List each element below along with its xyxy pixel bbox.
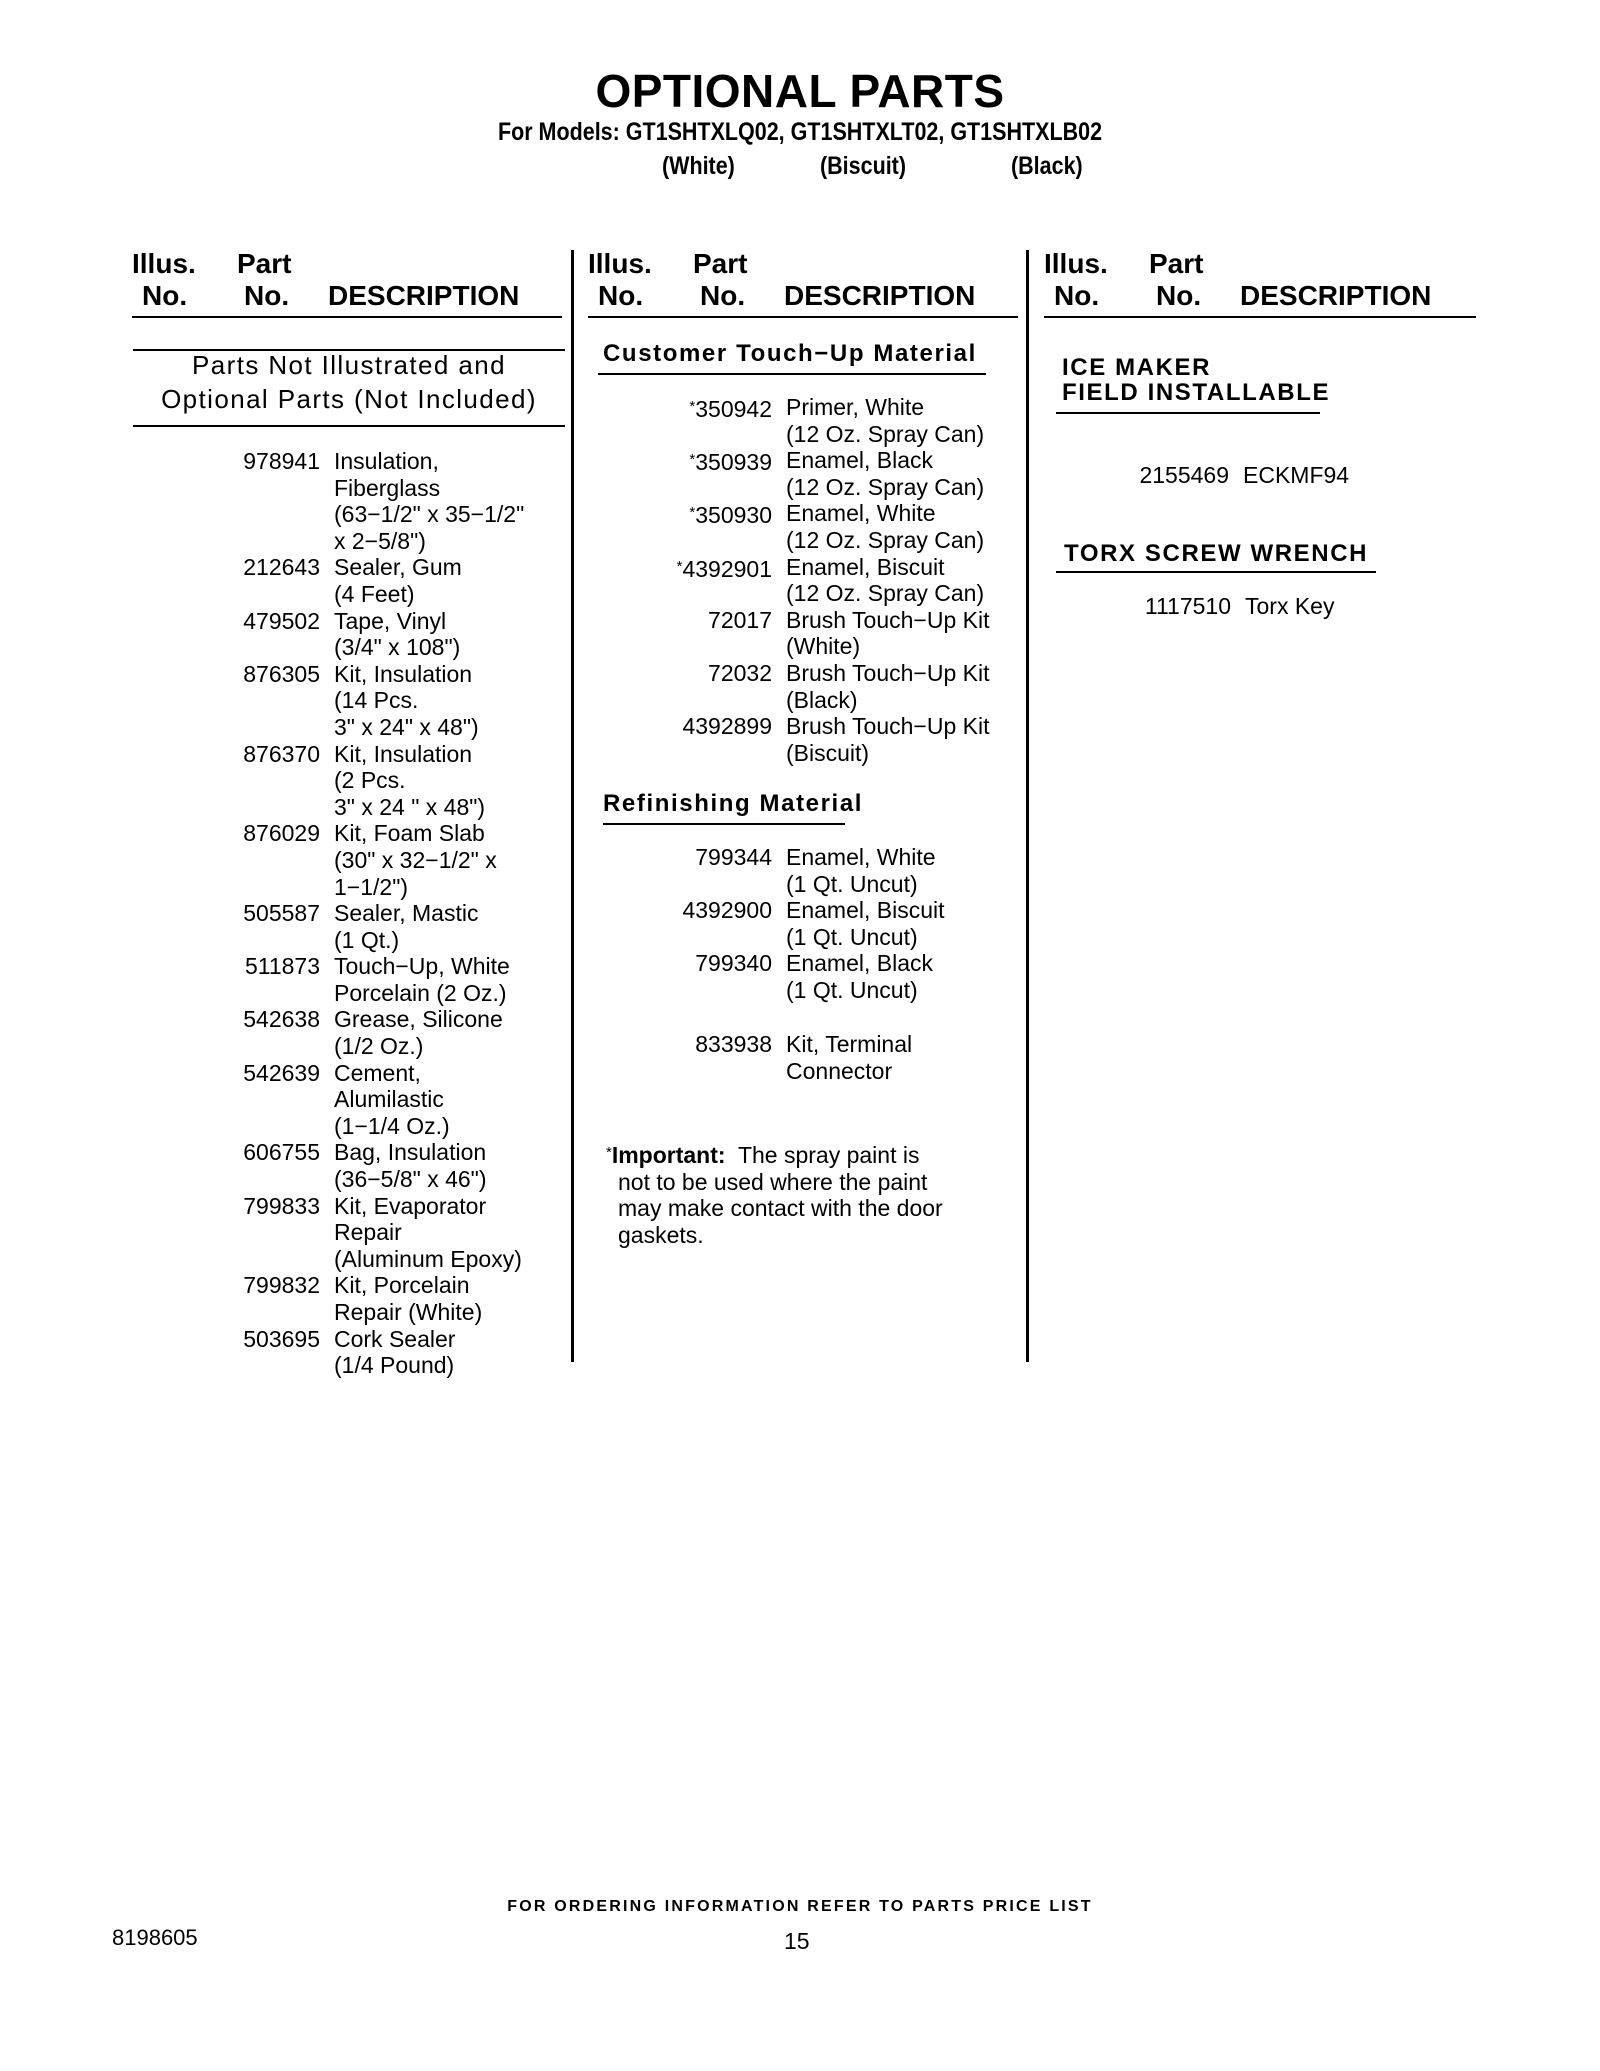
part-description-line: 1−1/2") bbox=[334, 873, 409, 900]
color-black: (Black) bbox=[1011, 152, 1083, 180]
part-number: 4392899 bbox=[682, 713, 772, 740]
part-row bbox=[695, 844, 945, 897]
section-underline bbox=[598, 373, 986, 375]
column-header-1 bbox=[132, 248, 567, 318]
important-note bbox=[606, 1140, 943, 1248]
part-description-line: Enamel, Biscuit bbox=[786, 553, 945, 580]
section-underline bbox=[603, 823, 845, 825]
header-rule bbox=[588, 316, 1018, 318]
part-row bbox=[676, 553, 990, 607]
part-description-line: Brush Touch−Up Kit bbox=[786, 659, 990, 686]
part-description-line: Brush Touch−Up Kit bbox=[786, 713, 990, 740]
page-title: OPTIONAL PARTS bbox=[595, 65, 1005, 117]
color-biscuit: (Biscuit) bbox=[820, 152, 906, 180]
illus-no-label: No. bbox=[598, 280, 644, 311]
section-title-line: ICE MAKER bbox=[1062, 354, 1212, 381]
part-no-label: No. bbox=[1156, 280, 1202, 311]
part-row bbox=[1144, 593, 1335, 620]
part-description-line: Enamel, White bbox=[786, 844, 936, 870]
document-number: 8198605 bbox=[112, 1925, 198, 1950]
part-description-line: Repair bbox=[334, 1219, 402, 1246]
section-title-line: Parts Not Illustrated and bbox=[192, 350, 506, 380]
part-description-line: (Black) bbox=[786, 686, 858, 713]
part-no-label: No. bbox=[700, 280, 746, 311]
part-number: *350942 bbox=[689, 396, 772, 422]
part-description-line: Touch−Up, White bbox=[334, 953, 510, 980]
part-description-line: Fiberglass bbox=[334, 474, 441, 501]
section-title-icemaker bbox=[1062, 355, 1330, 405]
part-description-line: Kit, Terminal bbox=[786, 1031, 913, 1057]
note-line: may make contact with the door bbox=[618, 1195, 943, 1222]
part-row bbox=[243, 1272, 524, 1325]
section-rule-bottom bbox=[133, 425, 565, 427]
part-row bbox=[708, 659, 990, 713]
part-description-line: (1−1/4 Oz.) bbox=[334, 1112, 450, 1139]
header-rule bbox=[1044, 316, 1476, 318]
part-row bbox=[243, 1059, 524, 1140]
part-description-line: Kit, Porcelain bbox=[334, 1272, 470, 1299]
part-description-line: Insulation, bbox=[334, 448, 439, 474]
parts-list-not-illustrated bbox=[243, 448, 525, 1379]
part-description-line: (White) bbox=[786, 633, 861, 660]
part-description-line: Brush Touch−Up Kit bbox=[786, 606, 990, 633]
part-description-line: Cement, bbox=[334, 1059, 421, 1086]
part-row bbox=[243, 900, 524, 953]
section-title-touchup: Customer Touch−Up Material bbox=[603, 340, 977, 367]
part-description-line: (1 Qt. Uncut) bbox=[786, 923, 918, 950]
parts-list-refinishing bbox=[682, 844, 945, 1004]
part-description-line: (1/4 Pound) bbox=[334, 1352, 455, 1379]
part-number: 212643 bbox=[243, 554, 320, 581]
part-number: 72017 bbox=[708, 606, 772, 633]
part-description-line: (1 Qt.) bbox=[334, 926, 400, 953]
part-row bbox=[695, 950, 945, 1003]
illus-no-label: No. bbox=[142, 280, 188, 311]
models-line: For Models: GT1SHTXLQ02, GT1SHTXLT02, GT1SHTXLB02 bbox=[497, 118, 1103, 146]
part-description-line: Kit, Insulation bbox=[334, 740, 473, 767]
section-title-torx: TORX SCREW WRENCH bbox=[1064, 540, 1369, 567]
part-number: 505587 bbox=[243, 900, 320, 927]
part-number: 72032 bbox=[708, 659, 772, 686]
part-description-line: Cork Sealer bbox=[334, 1325, 456, 1352]
part-number: 978941 bbox=[243, 448, 320, 474]
part-description-line: Tape, Vinyl bbox=[334, 607, 447, 634]
note-label: Important: bbox=[611, 1142, 726, 1168]
part-description-line: Grease, Silicone bbox=[334, 1006, 503, 1033]
part-number: 479502 bbox=[243, 607, 320, 634]
part-row bbox=[243, 1325, 524, 1379]
part-number: 542638 bbox=[243, 1006, 320, 1033]
part-number: 1117510 bbox=[1144, 593, 1231, 619]
header-rule bbox=[132, 316, 562, 318]
column-divider bbox=[571, 250, 574, 1362]
part-description-line: (4 Feet) bbox=[334, 580, 415, 607]
part-number: 833938 bbox=[695, 1031, 772, 1057]
part-row bbox=[243, 448, 525, 554]
part-description-line: Alumilastic bbox=[334, 1086, 444, 1113]
part-description-line: 3" x 24 " x 48") bbox=[334, 793, 486, 820]
part-row bbox=[689, 394, 990, 447]
part-description-line: (14 Pcs. bbox=[334, 687, 419, 714]
part-description-line: Kit, Foam Slab bbox=[334, 820, 485, 847]
column-divider bbox=[1026, 250, 1029, 1362]
illus-label: Illus. bbox=[1044, 248, 1108, 279]
illus-no-label: No. bbox=[1054, 280, 1100, 311]
part-row bbox=[689, 447, 990, 500]
parts-list-icemaker bbox=[1139, 462, 1350, 489]
part-number: 2155469 bbox=[1139, 462, 1229, 488]
part-description-line: Bag, Insulation bbox=[334, 1139, 487, 1166]
part-row bbox=[243, 607, 524, 661]
part-description-line: Enamel, Biscuit bbox=[786, 897, 945, 924]
part-description-line: (63−1/2" x 35−1/2" bbox=[334, 501, 525, 528]
section-parts-not-illustrated bbox=[133, 348, 565, 416]
part-number: 606755 bbox=[243, 1139, 320, 1166]
description-label: DESCRIPTION bbox=[1240, 280, 1432, 311]
part-row bbox=[244, 953, 524, 1006]
note-line: not to be used where the paint bbox=[618, 1168, 928, 1195]
part-description-line: (36−5/8" x 46") bbox=[334, 1166, 487, 1193]
part-description-line: (Biscuit) bbox=[786, 739, 870, 766]
part-row bbox=[682, 897, 945, 950]
section-title-refinishing: Refinishing Material bbox=[603, 790, 864, 817]
parts-list-terminal bbox=[695, 1031, 913, 1084]
part-number: 511873 bbox=[244, 953, 320, 980]
color-white: (White) bbox=[662, 152, 735, 180]
part-description-line: Repair (White) bbox=[334, 1299, 483, 1325]
note-line: gaskets. bbox=[618, 1221, 704, 1248]
asterisk-mark: * bbox=[689, 398, 696, 415]
part-description-line: 3" x 24" x 48") bbox=[334, 713, 479, 740]
part-description-line: (30" x 32−1/2" x bbox=[334, 846, 497, 873]
part-row bbox=[243, 554, 524, 607]
part-description-line: Sealer, Gum bbox=[334, 554, 462, 581]
ordering-info: FOR ORDERING INFORMATION REFER TO PARTS PRICE LIST bbox=[507, 1898, 1093, 1915]
part-description-line: (3/4" x 108") bbox=[334, 634, 461, 661]
part-row bbox=[1139, 462, 1350, 489]
part-label: Part bbox=[693, 248, 748, 279]
part-description-line: (1 Qt. Uncut) bbox=[786, 870, 918, 897]
part-description-line: x 2−5/8") bbox=[334, 527, 426, 554]
page-number: 15 bbox=[784, 1928, 810, 1954]
description-label: DESCRIPTION bbox=[784, 280, 976, 311]
description-label: DESCRIPTION bbox=[328, 280, 520, 311]
part-description-line: (1/2 Oz.) bbox=[334, 1033, 424, 1060]
part-description-line: (12 Oz. Spray Can) bbox=[786, 420, 985, 447]
part-description-line: Enamel, White bbox=[786, 500, 936, 527]
part-number: 4392900 bbox=[682, 897, 772, 924]
part-label: Part bbox=[237, 248, 292, 279]
section-title-line: Optional Parts (Not Included) bbox=[161, 384, 537, 414]
note-line: The spray paint is bbox=[737, 1142, 920, 1168]
part-number: 876029 bbox=[243, 820, 320, 847]
part-number: 799832 bbox=[243, 1272, 320, 1299]
part-description-line: Kit, Insulation bbox=[334, 660, 473, 687]
part-label: Part bbox=[1149, 248, 1204, 279]
part-number: *350930 bbox=[689, 502, 772, 529]
part-description-line: Sealer, Mastic bbox=[334, 900, 479, 927]
part-description-line: Torx Key bbox=[1245, 593, 1335, 619]
part-description-line: (12 Oz. Spray Can) bbox=[786, 473, 985, 500]
part-description-line: Enamel, Black bbox=[786, 950, 934, 977]
part-row bbox=[689, 500, 990, 553]
part-number: 799344 bbox=[695, 844, 772, 870]
asterisk-mark: * bbox=[676, 557, 683, 575]
part-number: *350939 bbox=[689, 449, 772, 476]
part-row bbox=[243, 1139, 524, 1193]
section-underline bbox=[1056, 412, 1320, 414]
part-number: 503695 bbox=[243, 1325, 320, 1352]
asterisk-mark: * bbox=[689, 504, 696, 522]
section-title-line: FIELD INSTALLABLE bbox=[1062, 379, 1331, 406]
parts-list-touchup bbox=[676, 394, 990, 766]
part-description-line: Primer, White bbox=[786, 394, 925, 420]
part-row bbox=[243, 660, 524, 741]
parts-list-torx bbox=[1144, 593, 1335, 620]
column-header-2 bbox=[588, 248, 1023, 318]
part-number: 799340 bbox=[695, 950, 772, 977]
illus-label: Illus. bbox=[588, 248, 652, 279]
part-description-line: Porcelain (2 Oz.) bbox=[334, 979, 507, 1006]
part-row bbox=[695, 1031, 913, 1084]
part-number: 542639 bbox=[243, 1059, 320, 1086]
asterisk-mark: * bbox=[689, 451, 696, 469]
part-description-line: (Aluminum Epoxy) bbox=[334, 1245, 522, 1272]
part-description-line: (2 Pcs. bbox=[334, 767, 406, 794]
part-row bbox=[243, 740, 524, 821]
part-number: *4392901 bbox=[676, 555, 772, 582]
part-description-line: (12 Oz. Spray Can) bbox=[786, 580, 985, 607]
part-row bbox=[708, 606, 990, 660]
part-description-line: ECKMF94 bbox=[1243, 462, 1350, 488]
part-no-label: No. bbox=[244, 280, 290, 311]
part-description-line: Kit, Evaporator bbox=[334, 1192, 487, 1219]
part-row bbox=[243, 1192, 524, 1273]
part-number: 876305 bbox=[243, 660, 320, 687]
part-description-line: (1 Qt. Uncut) bbox=[786, 976, 918, 1003]
part-description-line: (12 Oz. Spray Can) bbox=[786, 526, 985, 553]
note-asterisk: * bbox=[606, 1144, 612, 1161]
part-description-line: Connector bbox=[786, 1057, 893, 1084]
illus-label: Illus. bbox=[132, 248, 196, 279]
column-header-3 bbox=[1044, 248, 1479, 318]
section-underline bbox=[1056, 571, 1376, 573]
part-description-line: Enamel, Black bbox=[786, 447, 934, 474]
part-row bbox=[243, 820, 524, 900]
part-row bbox=[243, 1006, 524, 1060]
part-number: 876370 bbox=[243, 740, 320, 767]
part-number: 799833 bbox=[243, 1192, 320, 1219]
part-row bbox=[682, 713, 990, 766]
